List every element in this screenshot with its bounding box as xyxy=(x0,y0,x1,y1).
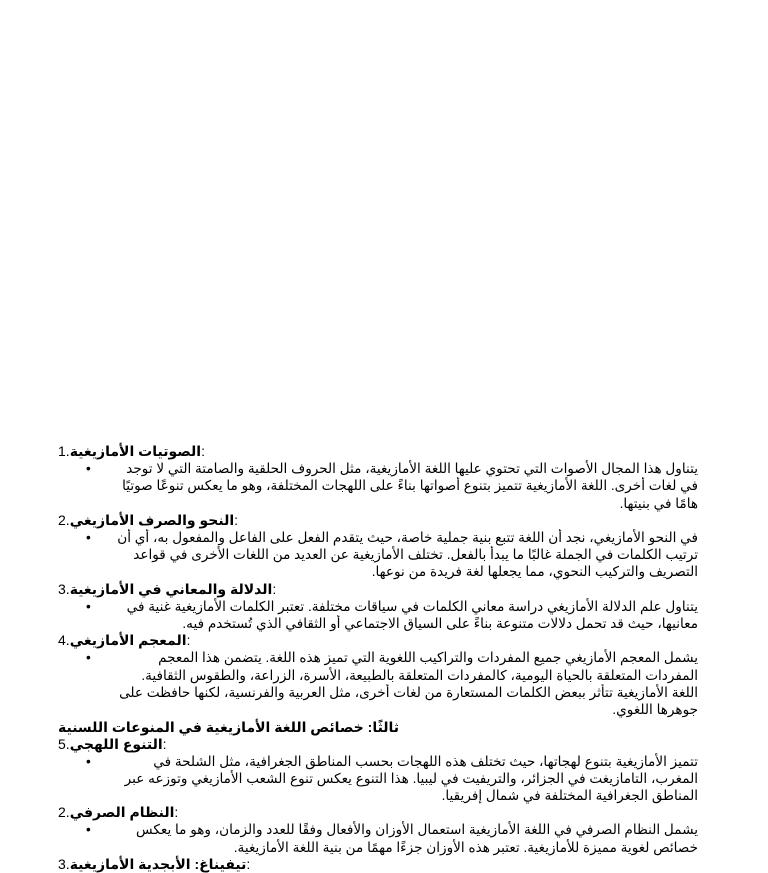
section-heading: 3.تيفيناغ: الأبجدية الأمازيغية: xyxy=(58,856,251,873)
paragraph-line: في النحو الأمازيغي، نجد أن اللغة تتبع بنية جملية خاصة، حيث يتقدم الفعل على الفاعل والمفعول به، أي أن xyxy=(117,529,698,545)
paragraph-line: معانيها، حيث قد تحمل دلالات متنوعة بناءً على السياق الاجتماعي أو الثقافي الذي تُستخدم فيه. xyxy=(182,616,698,632)
paragraph-line: المغرب، التامازيغت في الجزائر، والتريفيت في ليبيا. هذا التنوع يعكس تنوع الشعب الأمازيغي وتوزعه عبر xyxy=(124,770,698,786)
bullet-icon: • xyxy=(86,598,91,614)
cropped-line xyxy=(58,434,708,443)
bullet-paragraph xyxy=(86,649,698,718)
bullet-paragraph xyxy=(86,598,698,633)
bullet-paragraph xyxy=(86,529,698,581)
paragraph-line: يشمل المعجم الأمازيغي جميع المفردات والتراكيب اللغوية التي تميز هذه اللغة. يتضمن هذا المعجم xyxy=(158,650,698,666)
paragraph-line: هامًا في بنيتها. xyxy=(619,495,698,511)
section-number: 1. xyxy=(58,443,70,459)
section-heading: 4.المعجم الأمازيغي: xyxy=(58,632,191,649)
section-number: 4. xyxy=(58,632,70,649)
paragraph-line: جوهرها اللغوي. xyxy=(612,702,698,718)
paragraph-line: اللغة الأمازيغية تتأثر ببعض الكلمات المستعارة من لغات أخرى، مثل العربية والفرنسية، لكنها حافظت على xyxy=(119,684,698,700)
bullet-icon: • xyxy=(86,529,91,545)
bullet-paragraph xyxy=(86,753,698,805)
section-number: 5. xyxy=(58,735,70,752)
paragraph-line: المفردات المتعلقة بالحياة اليومية، كالمفردات المتعلقة بالطبيعة، الأسرة، الزراعة، والطقوس الثقافية. xyxy=(141,667,698,683)
bullet-icon: • xyxy=(86,822,91,838)
paragraph-line: خصائص لغوية مميزة للأمازيغية. تعتبر هذه الأوزان جزءًا مهمًا من بنية اللغة الأمازيغية. xyxy=(233,839,698,855)
bullet-paragraph xyxy=(86,821,698,856)
paragraph-line: يشمل النظام الصرفي في اللغة الأمازيغية استعمال الأوزان والأفعال وفقًا للعدد والزمان، وهو ما يعكس xyxy=(136,822,698,838)
bullet-icon: • xyxy=(86,461,91,476)
paragraph-line: يتناول هذا المجال الأصوات التي تحتوي عليها اللغة الأمازيغية، مثل الحروف الحلقية والصامتة التي لا توجد xyxy=(126,461,698,476)
section-title: الصوتيات الأمازيغية xyxy=(69,443,202,459)
bullet-icon: • xyxy=(86,650,91,666)
paragraph-line: المناطق الجغرافية المختلفة في شمال إفريقيا. xyxy=(441,788,698,804)
paragraph-line: يتناول علم الدلالة الأمازيغي دراسة معاني الكلمات في سياقات مختلفة. تعتبر الكلمات الأمازيغية غنية في xyxy=(126,598,698,614)
section-title: الدلالة والمعاني في الأمازيغية xyxy=(69,580,273,597)
section-heading: 1.الصوتيات الأمازيغية: xyxy=(58,443,205,459)
section-title: النحو والصرف الأمازيغي xyxy=(69,511,235,528)
section-number: 2. xyxy=(58,804,70,821)
paragraph-line: التصريف والتركيب النحوي، مما يجعلها لغة فريدة من نوعها. xyxy=(371,564,698,580)
section-number: 2. xyxy=(58,511,70,528)
section-number: 3. xyxy=(58,856,70,873)
paragraph-line: ترتيب الكلمات في الجملة غالبًا ما يبدأ بالفعل. تختلف الأمازيغية عن العديد من اللغات الأخرى في قواعد xyxy=(133,547,698,563)
section-number: 3. xyxy=(58,580,70,597)
part-heading: ثالثًا: خصائص اللغة الأمازيغية في المنوعات اللسنية xyxy=(58,718,400,735)
section-heading: 2.النحو والصرف الأمازيغي: xyxy=(58,511,239,528)
section-title: المعجم الأمازيغي xyxy=(69,632,187,649)
section-heading: 2.النظام الصرفي: xyxy=(58,804,179,821)
bullet-icon: • xyxy=(86,753,91,769)
paragraph-line: تتميز الأمازيغية بتنوع لهجاتها، حيث تختلف هذه اللهجات بحسب المناطق الجغرافية، مثل الشلحة في xyxy=(153,753,698,769)
document-body xyxy=(58,434,708,873)
section-title: تيفيناغ: الأبجدية الأمازيغية xyxy=(69,856,247,873)
section-title: النظام الصرفي xyxy=(69,804,175,821)
bullet-paragraph xyxy=(86,460,698,512)
section-heading: 3.الدلالة والمعاني في الأمازيغية: xyxy=(58,580,277,597)
section-title: التنوع اللهجي xyxy=(69,735,163,752)
paragraph-line: في لغات أخرى. اللغة الأمازيغية تتميز بتنوع أصواتها بناءً على اللهجات المختلفة، وهو ما يعكس تنوعًا صوتيًا xyxy=(122,478,698,494)
section-heading: 5.التنوع اللهجي: xyxy=(58,735,167,752)
